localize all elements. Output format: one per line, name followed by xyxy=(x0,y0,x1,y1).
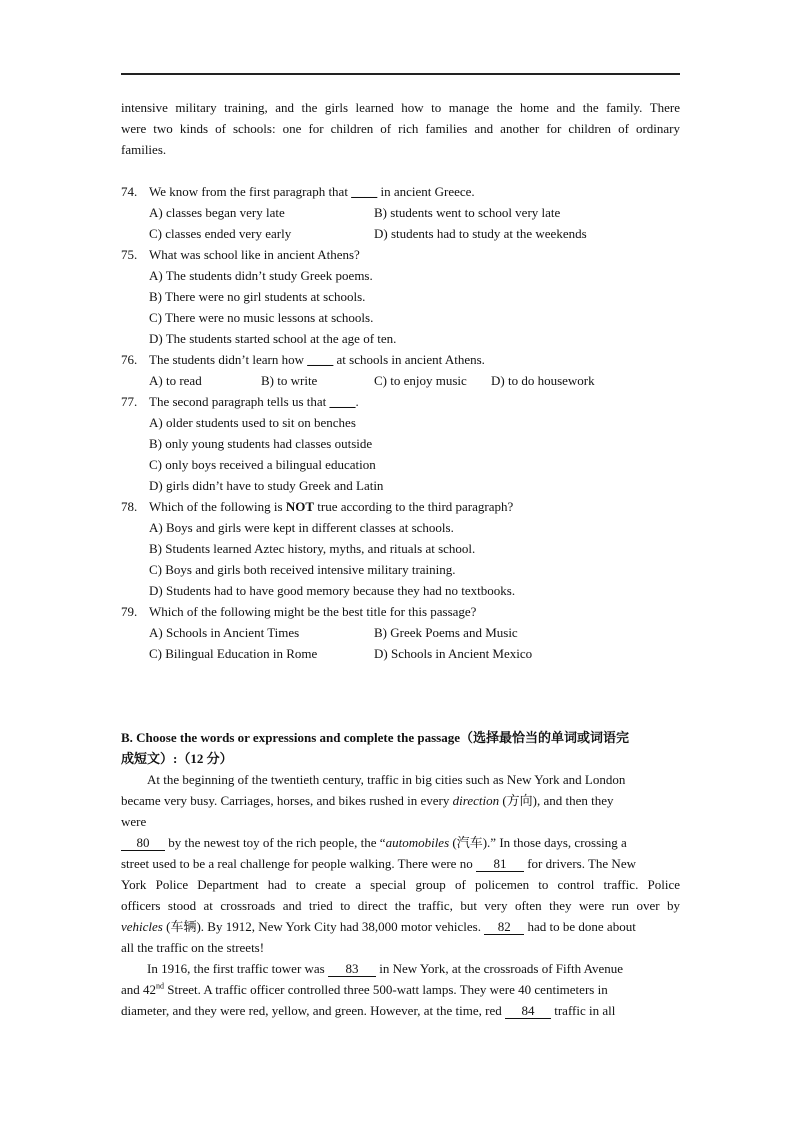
options-row xyxy=(121,643,680,664)
passage-line-12: diameter, and they were red, yellow, and green. However, at the time, red 84 traffic in all xyxy=(121,1003,616,1018)
passage-line-2: became very busy. Carriages, horses, and bikes rushed in every direction (方向), and then they xyxy=(121,793,614,808)
option-a: A) Schools in Ancient Times xyxy=(149,625,300,640)
option-b: B) students went to school very late xyxy=(374,205,561,220)
question-stem: Which of the following might be the best title for this passage? xyxy=(149,604,477,619)
passage-line-8: vehicles (车辆). By 1912, New York City had 38,000 motor vehicles. 82 had to be done about xyxy=(121,919,636,934)
option-c: C) to enjoy music xyxy=(374,373,467,388)
intro-line-2: were two kinds of schools: one for children of rich families and another for children of ordinary xyxy=(121,121,680,136)
question-stem: We know from the first paragraph that ____ in ancient Greece. xyxy=(149,184,475,199)
question-number: 75. xyxy=(121,247,138,262)
blank-82: 82 xyxy=(484,919,524,935)
question-number: 78. xyxy=(121,499,138,514)
answer-blank: ____ xyxy=(351,184,378,199)
option-d: D) to do housework xyxy=(491,373,595,388)
options-row xyxy=(121,202,680,223)
question-77 xyxy=(121,391,680,412)
passage-line-1: At the beginning of the twentieth century, traffic in big cities such as New York and London xyxy=(147,772,626,787)
option-a: A) classes began very late xyxy=(149,205,285,220)
emphasis-not: NOT xyxy=(285,499,315,514)
vocab-direction: direction xyxy=(452,793,500,808)
passage-line-9: all the traffic on the streets! xyxy=(121,940,265,955)
question-74 xyxy=(121,181,680,202)
question-number: 74. xyxy=(121,184,138,199)
passage-line-3: were xyxy=(121,814,147,829)
blank-81: 81 xyxy=(476,856,524,872)
option-d: D) girls didn’t have to study Greek and Latin xyxy=(149,478,384,493)
question-76 xyxy=(121,349,680,370)
question-79 xyxy=(121,601,680,622)
section-b-heading-line-1: B. Choose the words or expressions and complete the passage（选择最恰当的单词或词语完 xyxy=(121,730,629,745)
passage-line-5: street used to be a real challenge for people walking. There were no 81 for drivers. The New xyxy=(121,856,636,871)
question-number: 76. xyxy=(121,352,138,367)
option-c: C) Boys and girls both received intensive military training. xyxy=(149,562,456,577)
options-row xyxy=(121,370,680,391)
answer-blank: ____ xyxy=(329,394,356,409)
option-a: A) to read xyxy=(149,373,202,388)
passage-line-4: 80 by the newest toy of the rich people, the “automobiles (汽车).” In those days, crossing a xyxy=(121,832,680,853)
option-a: A) Boys and girls were kept in different classes at schools. xyxy=(149,520,454,535)
option-b: B) to write xyxy=(261,373,318,388)
option-b: B) There were no girl students at schools. xyxy=(149,289,366,304)
option-a: A) older students used to sit on benches xyxy=(149,415,356,430)
intro-line-1: intensive military training, and the girls learned how to manage the home and the family. There xyxy=(121,100,680,115)
section-b-heading-line-2: 成短文）:（12 分） xyxy=(121,751,233,766)
option-c: C) classes ended very early xyxy=(149,226,292,241)
passage-line-11: and 42nd Street. A traffic officer controlled three 500-watt lamps. They were 40 centimeters in xyxy=(121,981,608,997)
passage-line-10: In 1916, the first traffic tower was 83 in New York, at the crossroads of Fifth Avenue xyxy=(147,961,624,976)
question-stem: The students didn’t learn how ____ at schools in ancient Athens. xyxy=(149,352,485,367)
header-rule xyxy=(121,73,680,75)
option-b: B) Students learned Aztec history, myths, and rituals at school. xyxy=(149,541,476,556)
intro-line-3: families. xyxy=(121,142,167,157)
options-row xyxy=(121,622,680,643)
option-c: C) There were no music lessons at schools. xyxy=(149,310,374,325)
blank-84: 84 xyxy=(505,1003,551,1019)
options-row xyxy=(121,223,680,244)
answer-blank: ____ xyxy=(307,352,334,367)
option-c: C) only boys received a bilingual education xyxy=(149,457,376,472)
vocab-automobiles: automobiles xyxy=(385,835,450,850)
option-d: D) Students had to have good memory because they had no textbooks. xyxy=(149,583,516,598)
option-a: A) The students didn’t study Greek poems. xyxy=(149,268,373,283)
option-c: C) Bilingual Education in Rome xyxy=(149,646,318,661)
question-number: 77. xyxy=(121,394,138,409)
question-number: 79. xyxy=(121,604,138,619)
blank-80: 80 xyxy=(121,835,165,851)
question-stem: Which of the following is NOT true according to the third paragraph? xyxy=(149,499,514,514)
passage-line-7: officers stood at crossroads and tried to direct the traffic, but very often they were run over by xyxy=(121,898,680,913)
vocab-vehicles: vehicles xyxy=(121,919,163,934)
question-75 xyxy=(121,244,680,265)
option-b: B) only young students had classes outside xyxy=(149,436,373,451)
question-stem: What was school like in ancient Athens? xyxy=(149,247,360,262)
question-78 xyxy=(121,496,680,517)
option-d: D) students had to study at the weekends xyxy=(374,226,587,241)
option-b: B) Greek Poems and Music xyxy=(374,625,518,640)
question-stem: The second paragraph tells us that ____. xyxy=(149,394,359,409)
passage-line-6: York Police Department had to create a special group of policemen to control traffic. Police xyxy=(121,877,680,892)
blank-83: 83 xyxy=(328,961,376,977)
option-d: D) The students started school at the age of ten. xyxy=(149,331,397,346)
option-d: D) Schools in Ancient Mexico xyxy=(374,646,533,661)
